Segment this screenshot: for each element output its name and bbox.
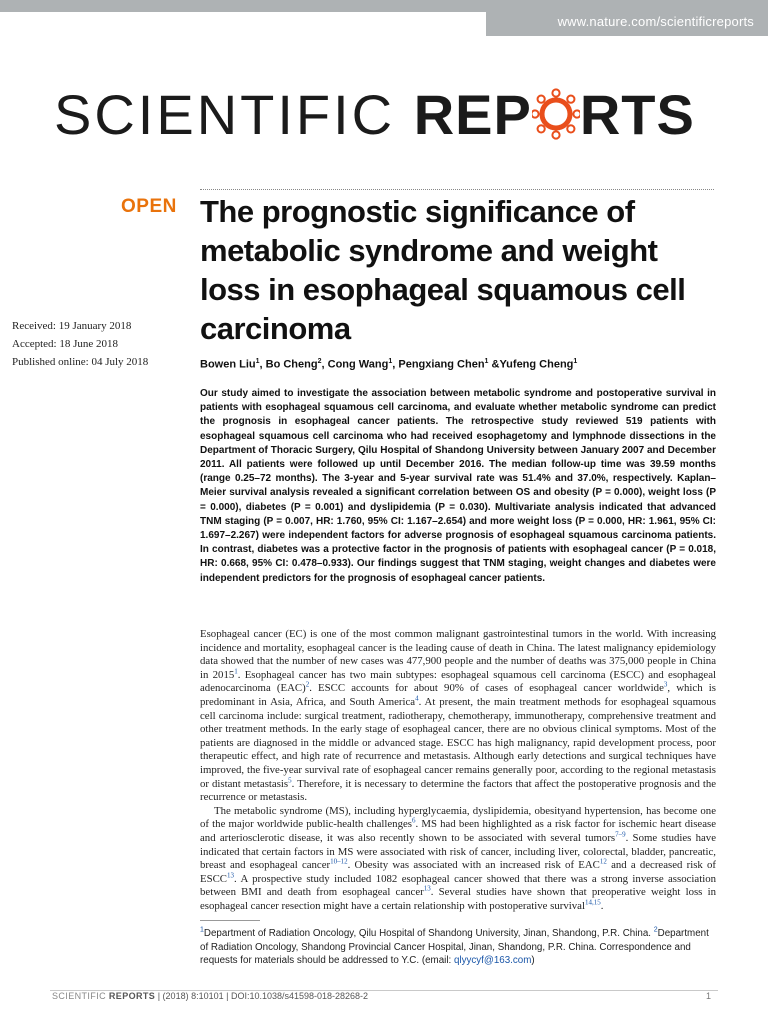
citation-details: | (2018) 8:10101 | DOI:10.1038/s41598-018-28268-2 — [155, 991, 369, 1001]
affiliation-2: Department of Radiation Oncology, Shandong Provincial Cancer Hospital, Jinan, Shandong, P.R. China. Correspondence and requests for materials should be addressed to Y.C. (email: — [200, 928, 709, 966]
gear-ring — [542, 100, 570, 128]
body-text: . Obesity was associated with an increased risk of EAC — [347, 859, 600, 872]
abstract: Our study aimed to investigate the association between metabolic syndrome and postoperative survival in patients with esophageal squamous cell carcinoma, and evaluate whether metabolic syndrome can predict the prognosis in esophageal cancer patients. The retrospective study reviewed 519 patients with esophageal squamous cell carcinoma who had received esophagetomy and lymphnode dissections in the Department of Thoracic Surgery, Qilu Hospital of Shandong University between January 2007 and December 2011. All patients were followed up until December 2016. The median follow-up time was 39.59 months (range 0.25–72 months). The 3-year and 5-year survival rate was 51.4% and 37.0%, respectively. Kaplan–Meier survival analysis revealed a significant correlation between OS and obesity (P = 0.000), weight loss (P = 0.000), diabetes (P = 0.001) and dyslipidemia (P = 0.030). Multivariate analysis indicated that advanced TNM staging (P = 0.007, HR: 1.760, 95% CI: 1.167–2.654) and more weight loss (P = 0.000, HR: 1.961, 95% CI: 1.697–2.267) were independent factors for adverse prognosis of esophageal squamous carcinoma patients. In contrast, diabetes was a protective factor in the prognosis of patients with esophageal cancer (P = 0.018, HR: 0.668, 95% CI: 0.478–0.933). Our findings suggest that TNM staging, weight changes and diabetes were independent predictors for the prognosis of esophageal cancer patients. — [200, 388, 716, 584]
title-divider — [200, 189, 714, 190]
body-text: . MS had been highlighted as a risk factor for ischemic heart disease and arteriosclerotic disease, it was also recently shown to be associated with several tumors — [200, 818, 716, 844]
reference-link[interactable]: 13 — [423, 884, 431, 893]
gear-tooth — [567, 125, 574, 132]
author-list — [200, 358, 577, 371]
gear-logo-icon — [532, 86, 580, 142]
article-body — [200, 628, 716, 913]
gear-tooth — [567, 96, 574, 103]
url-tab — [486, 0, 768, 36]
author-separator: , — [392, 358, 399, 371]
received-date: Received: 19 January 2018 — [12, 320, 132, 332]
body-text: , which is predominant in Asia, Africa, and South America — [200, 682, 716, 708]
body-text: . Some studies have indicated that certain factors in MS were associated with risk of cancer, including liver, colorectal, bladder, pancreatic, breast and esophageal cancer — [200, 831, 716, 872]
reference-link[interactable]: 10–12 — [330, 857, 348, 866]
gear-tooth — [532, 110, 539, 117]
author-affiliation-marker: 1 — [573, 358, 578, 365]
citation-reports: REPORTS — [108, 991, 156, 1001]
journal-masthead[interactable] — [54, 82, 695, 162]
author-name: Bowen Liu — [200, 358, 256, 371]
journal-url-link[interactable]: www.nature.com/scientificreports — [557, 14, 754, 29]
author-separator: & — [488, 358, 500, 371]
author-name: Yufeng Cheng — [499, 358, 574, 371]
body-text: . — [600, 899, 604, 912]
reference-link[interactable]: 12 — [599, 857, 607, 866]
author-separator: , — [259, 358, 266, 371]
gear-tooth — [537, 125, 544, 132]
author-name: Cong Wang — [327, 358, 389, 371]
gear-tooth — [537, 96, 544, 103]
author-affiliation-marker: 1 — [388, 358, 393, 365]
reference-link[interactable]: 14,15 — [584, 898, 601, 907]
body-text: . ESCC accounts for about 90% of cases of esophageal cancer worldwide — [309, 682, 664, 695]
body-text: The metabolic syndrome (MS), including hyperglycaemia, dyslipidemia, obesityand hypertension, has become one of the major worldwide public-health challenges — [200, 804, 716, 831]
author-separator: , — [321, 358, 328, 371]
reference-link[interactable]: 6 — [411, 816, 416, 825]
body-text: . A prospective study included 1082 esophageal cancer showed that there was a strong inverse association between BMI and death from esophageal cancer — [200, 872, 716, 899]
reference-link[interactable]: 5 — [288, 775, 292, 784]
reference-link[interactable]: 1 — [234, 667, 238, 676]
body-text: Esophageal cancer (EC) is one of the most common malignant gastrointestinal tumors in the world. With increasing incidence and mortality, esophageal cancer is the leading cause of death in China. The latest malignancy epidemiology data showed that the number of new cases was 477,900 people and the number of deaths was 375,000 people in China in 2015 — [200, 628, 716, 681]
correspondence-email-link[interactable]: qlyycyf@163.com — [453, 955, 532, 966]
page-number: 1 — [706, 991, 712, 1001]
body-paragraph-1 — [200, 628, 716, 805]
citation-line — [52, 991, 368, 1001]
affiliation-1: Department of Radiation Oncology, Qilu Hospital of Shandong University, Jinan, Shandong, P.R. China. — [203, 928, 654, 939]
author-affiliation-marker: 1 — [484, 358, 489, 365]
masthead-rts: RTS — [579, 83, 695, 146]
reference-link[interactable]: 2 — [305, 680, 310, 689]
body-text: and a decreased risk of ESCC — [200, 859, 717, 885]
article-dates — [12, 317, 148, 371]
footnote-divider — [200, 920, 260, 921]
affiliations-footnote — [200, 927, 716, 968]
footnote-close: ) — [531, 955, 535, 966]
gear-tooth — [552, 131, 559, 138]
gear-tooth — [552, 89, 559, 96]
masthead-scientific: SCIENTIFIC — [54, 83, 414, 146]
open-access-label: OPEN — [121, 196, 177, 217]
body-paragraph-2 — [200, 805, 716, 914]
affiliation-marker: 2 — [653, 926, 658, 934]
body-text: . Several studies have shown that preoperative weight loss in esophageal cancer resection might have a certain relationship with postoperative survival — [200, 886, 716, 912]
affiliation-marker: 1 — [200, 926, 204, 934]
author-affiliation-marker: 2 — [317, 358, 322, 365]
body-text: . Therefore, it is necessary to determine the factors that affect the postoperative prognosis and the recurrence or metastasis. — [200, 777, 717, 804]
author-name: Pengxiang Chen — [398, 358, 485, 371]
reference-link[interactable]: 4 — [415, 694, 419, 703]
body-text: . Esophageal cancer has two main subtypes: esophageal squamous cell carcinoma (ESCC) and esophageal adenocarcinoma (EAC) — [200, 668, 716, 695]
masthead-rep: REP — [413, 83, 532, 146]
reference-link[interactable]: 7–9 — [615, 830, 626, 839]
reference-link[interactable]: 3 — [663, 680, 668, 689]
gear-tooth — [573, 110, 580, 117]
article-title: The prognostic significance of metabolic syndrome and weight loss in esophageal squamous cell carcinoma — [200, 194, 686, 346]
author-name: Bo Cheng — [265, 358, 318, 371]
accepted-date: Accepted: 18 June 2018 — [12, 338, 118, 350]
reference-link[interactable]: 13 — [227, 871, 235, 880]
body-text: . At present, the main treatment methods for esophageal squamous cell carcinoma include: surgical treatment, radiotherapy, chemotherapy, immunotherapy, comprehensive treatment and other treatment methods. In the early stage of esophageal cancer, there are no obvious clinical symptoms. Most of the patients are diagnosed in the middle or advanced stage. ESCC has high malignancy, rapid development process, poor therapeutic effect, and high rate of recurrence and metastasis. Although early detections and surgical techniques have improved, the five-year survival rate of esophageal cancer remains generally poor, according to the regional metastasis or distant metastasis — [200, 695, 716, 790]
citation-journal: SCIENTIFIC — [52, 991, 109, 1001]
author-affiliation-marker: 1 — [255, 358, 260, 365]
published-date: Published online: 04 July 2018 — [12, 356, 149, 368]
